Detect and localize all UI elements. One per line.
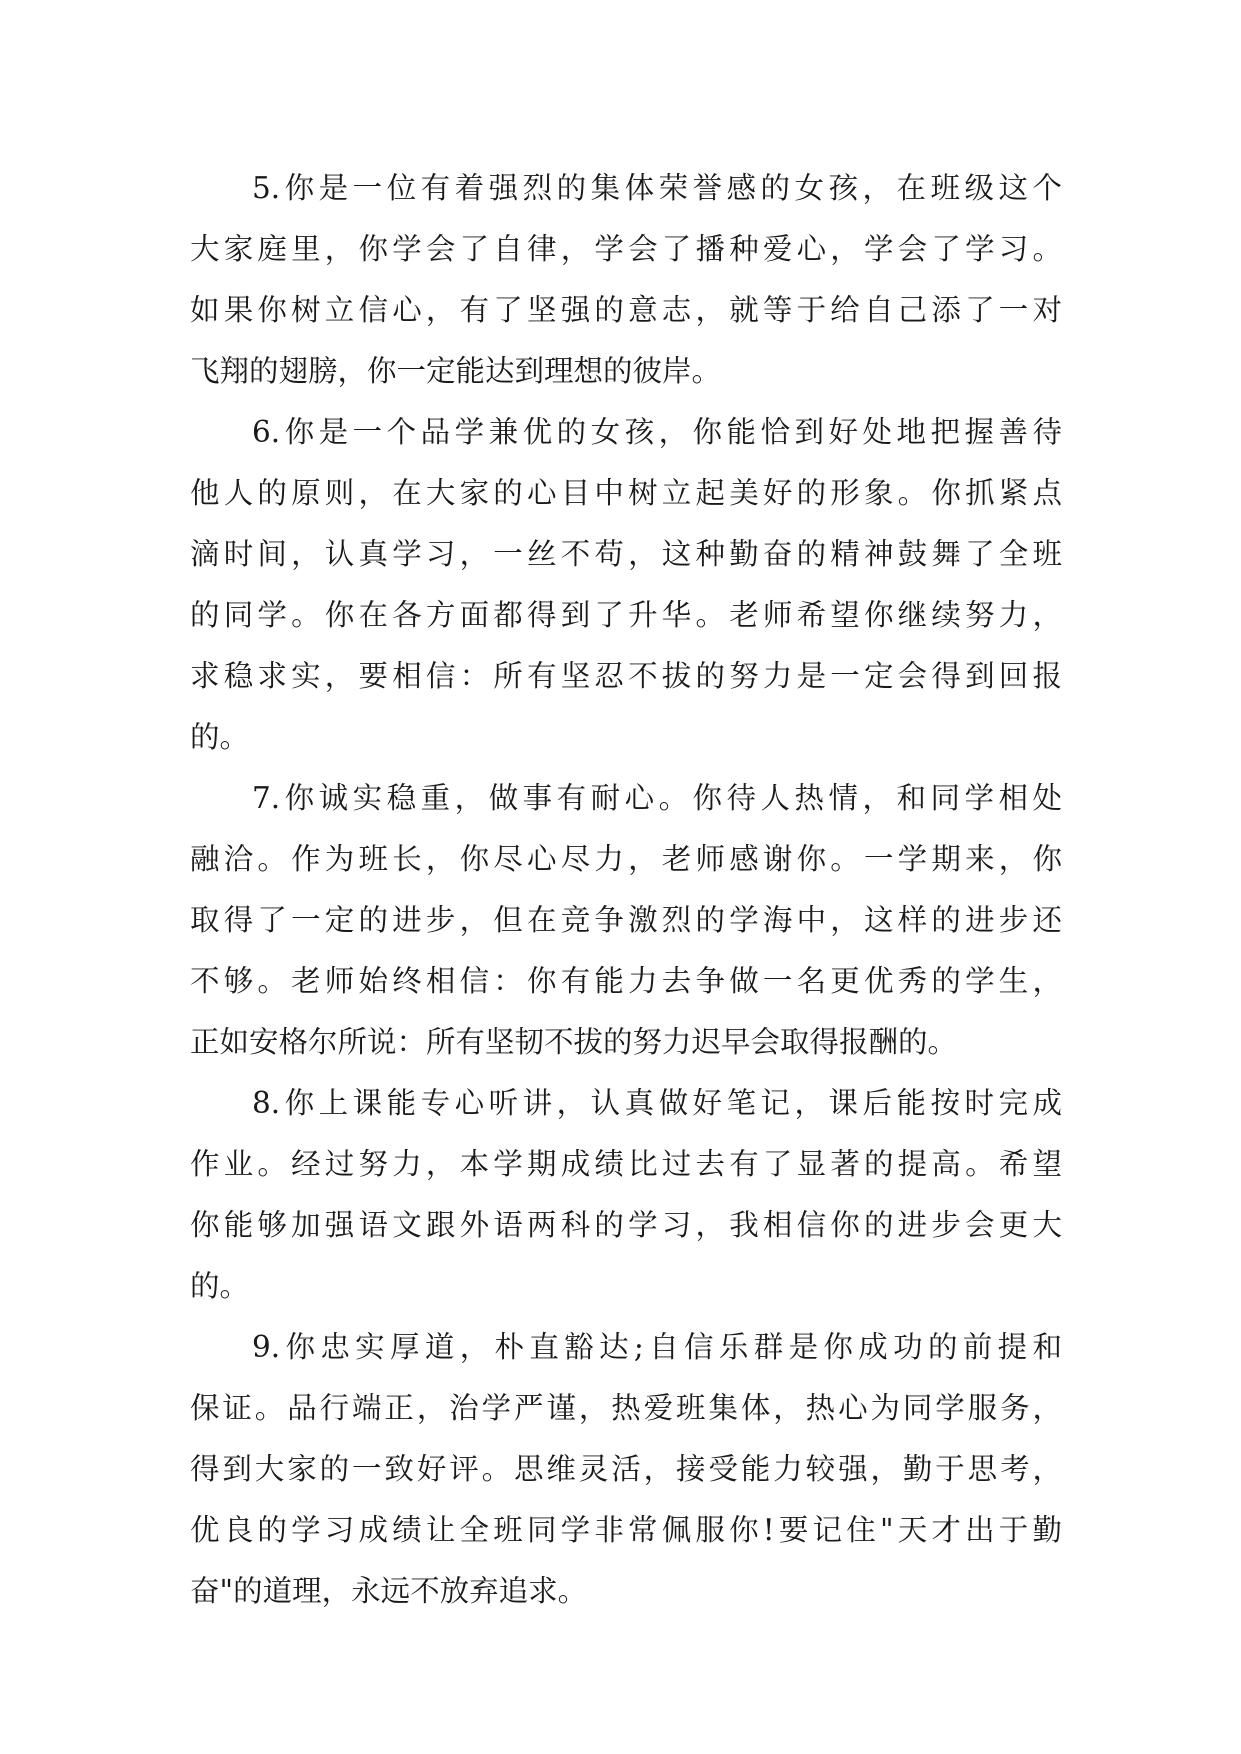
paragraph-line: 取得了一定的进步，但在竞争激烈的学海中，这样的进步还	[190, 903, 1062, 937]
paragraph-line: 8.你上课能专心听讲，认真做好笔记，课后能按时完成	[252, 1086, 1062, 1120]
paragraph-line: 9.你忠实厚道，朴直豁达;自信乐群是你成功的前提和	[252, 1330, 1062, 1364]
paragraph-5	[190, 158, 1062, 402]
paragraph-line: 求稳求实，要相信：所有坚忍不拔的努力是一定会得到回报	[190, 659, 1062, 693]
paragraph-line: 飞翔的翅膀，你一定能达到理想的彼岸。	[190, 354, 722, 388]
paragraph-8	[190, 1073, 1062, 1317]
paragraph-line: 的。	[190, 720, 250, 754]
paragraph-line: 奋"的道理，永远不放弃追求。	[190, 1574, 588, 1608]
paragraph-line: 融洽。作为班长，你尽心尽力，老师感谢你。一学期来，你	[190, 842, 1062, 876]
paragraph-line: 5.你是一位有着强烈的集体荣誉感的女孩，在班级这个	[252, 171, 1062, 205]
paragraph-line: 优良的学习成绩让全班同学非常佩服你!要记住"天才出于勤	[190, 1513, 1062, 1547]
paragraph-line: 不够。老师始终相信：你有能力去争做一名更优秀的学生，	[190, 964, 1062, 998]
paragraph-line: 正如安格尔所说：所有坚韧不拔的努力迟早会取得报酬的。	[190, 1025, 958, 1059]
paragraph-line: 得到大家的一致好评。思维灵活，接受能力较强，勤于思考，	[190, 1452, 1062, 1486]
paragraph-line: 6.你是一个品学兼优的女孩，你能恰到好处地把握善待	[252, 415, 1062, 449]
paragraph-line: 作业。经过努力，本学期成绩比过去有了显著的提高。希望	[190, 1147, 1062, 1181]
paragraph-line: 大家庭里，你学会了自律，学会了播种爱心，学会了学习。	[190, 232, 1062, 266]
paragraph-9	[190, 1317, 1062, 1622]
paragraph-7	[190, 768, 1062, 1073]
paragraph-line: 如果你树立信心，有了坚强的意志，就等于给自己添了一对	[190, 293, 1062, 327]
paragraph-line: 保证。品行端正，治学严谨，热爱班集体，热心为同学服务，	[190, 1391, 1062, 1425]
paragraph-6	[190, 402, 1062, 768]
paragraph-line: 你能够加强语文跟外语两科的学习，我相信你的进步会更大	[190, 1208, 1062, 1242]
paragraph-line: 的同学。你在各方面都得到了升华。老师希望你继续努力，	[190, 598, 1062, 632]
paragraph-line: 滴时间，认真学习，一丝不苟，这种勤奋的精神鼓舞了全班	[190, 537, 1062, 571]
paragraph-line: 他人的原则，在大家的心目中树立起美好的形象。你抓紧点	[190, 476, 1062, 510]
paragraph-line: 7.你诚实稳重，做事有耐心。你待人热情，和同学相处	[252, 781, 1062, 815]
paragraph-line: 的。	[190, 1269, 250, 1303]
document-body	[190, 158, 1062, 1622]
